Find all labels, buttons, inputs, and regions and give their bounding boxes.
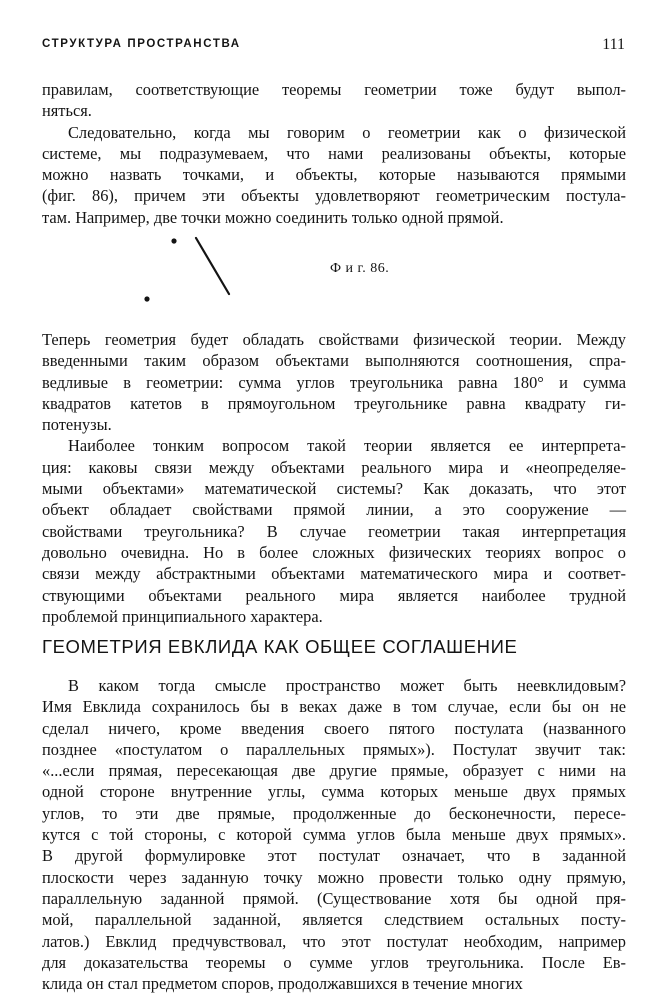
text-line: потенузы. <box>42 415 112 435</box>
text-line: проблемой принципиального характера. <box>42 606 323 626</box>
text-line: объект обладает свойствами прямой линии, а это сооружение — <box>42 500 626 520</box>
figure-point-upper <box>171 238 176 243</box>
text-line: ция: каковы связи между объектами реального мира и «неопределяе- <box>42 457 626 477</box>
text-line: В каком тогда смысле пространство может быть неевклидовым? <box>68 676 626 695</box>
text-line: сделал ничего, кроме введения своего пятого постулата (названного <box>42 718 626 738</box>
paragraph <box>42 79 626 122</box>
text-line: «...если прямая, пересекающая две другие прямые, образует с ними на <box>42 761 626 781</box>
paragraph <box>42 435 626 627</box>
page-number: 111 <box>602 36 625 53</box>
figure-caption: Ф и г. 86. <box>330 261 390 276</box>
figure-86-drawing <box>140 229 270 309</box>
text-line: свойствами треугольника? В случае геометрии такая интерпретация <box>42 521 626 541</box>
text-line: позднее «постулатом о параллельных прямых»). Постулат звучит так: <box>42 739 626 759</box>
paragraph <box>42 329 626 435</box>
text-line: для доказательства теоремы о сумме углов треугольника. После Ев- <box>42 952 626 972</box>
figure-point-lower <box>144 296 149 301</box>
text-line: довольно очевидна. Но в более сложных физических теориях вопрос о <box>42 542 626 562</box>
text-block-top <box>42 79 626 228</box>
text-line: Имя Евклида сохранилось бы в веках даже в том случае, если бы он не <box>42 697 626 717</box>
section-heading: ГЕОМЕТРИЯ ЕВКЛИДА КАК ОБЩЕЕ СОГЛАШЕНИЕ <box>42 636 518 657</box>
text-line: квадратов катетов в прямоугольном треугольнике равна квадрату ги- <box>42 393 626 413</box>
text-line: там. Например, две точки можно соединить только одной прямой. <box>42 207 504 227</box>
running-title: СТРУКТУРА ПРОСТРАНСТВА <box>42 38 241 50</box>
text-line: мыми объектами» математической системы? Как доказать, что этот <box>42 479 626 499</box>
text-line: параллельную заданной прямой. (Существование хотя бы одной пря- <box>42 888 626 908</box>
text-line: одной стороне внутренние углы, сумма которых меньше двух прямых <box>42 782 626 802</box>
text-line: (фиг. 86), причем эти объекты удовлетворяют геометрическим постула- <box>42 186 626 206</box>
text-line: мой, параллельной заданной, является следствием остальных посту- <box>42 910 626 930</box>
text-line: Следовательно, когда мы говорим о геометрии как о физической <box>68 122 626 142</box>
text-line: В другой формулировке этот постулат означает, что в заданной <box>42 846 626 866</box>
text-line: Наиболее тонким вопросом такой теории является ее интерпрета- <box>68 436 626 456</box>
text-line: связи между абстрактными объектами математического мира и соответ- <box>42 564 626 584</box>
text-line: системе, мы подразумеваем, что нами реализованы объекты, которые <box>42 143 626 163</box>
text-line: ведливые в геометрии: сумма углов треугольника равна 180° и сумма <box>42 372 626 392</box>
paragraph <box>42 675 626 994</box>
figure-86 <box>42 225 626 315</box>
text-line: ствующими объектами реального мира является наиболее трудной <box>42 585 626 605</box>
text-line: можно назвать точками, и объекты, которые называются прямыми <box>42 165 626 185</box>
text-line: няться. <box>42 101 92 121</box>
text-line: плоскости через заданную точку можно провести только одну прямую, <box>42 867 626 887</box>
paragraph <box>42 122 626 228</box>
text-line: введенными таким образом объектами выполняются соотношения, спра- <box>42 351 626 371</box>
text-line: правилам, соответствующие теоремы геометрии тоже будут выпол- <box>42 80 626 99</box>
text-line: латов.) Евклид предчувствовал, что этот постулат необходим, например <box>42 931 626 951</box>
text-block-bottom <box>42 675 626 994</box>
text-block-middle <box>42 329 626 627</box>
text-line: клида он стал предметом споров, продолжавшихся в течение многих <box>42 974 523 994</box>
figure-line-segment <box>196 238 229 294</box>
text-line: углов, то эти две прямые, продолженные до бесконечности, пересе- <box>42 803 626 823</box>
text-line: Теперь геометрия будет обладать свойствами физической теории. Между <box>42 330 626 349</box>
text-line: кутся с той стороны, с которой сумма углов была меньше двух прямых». <box>42 825 626 845</box>
